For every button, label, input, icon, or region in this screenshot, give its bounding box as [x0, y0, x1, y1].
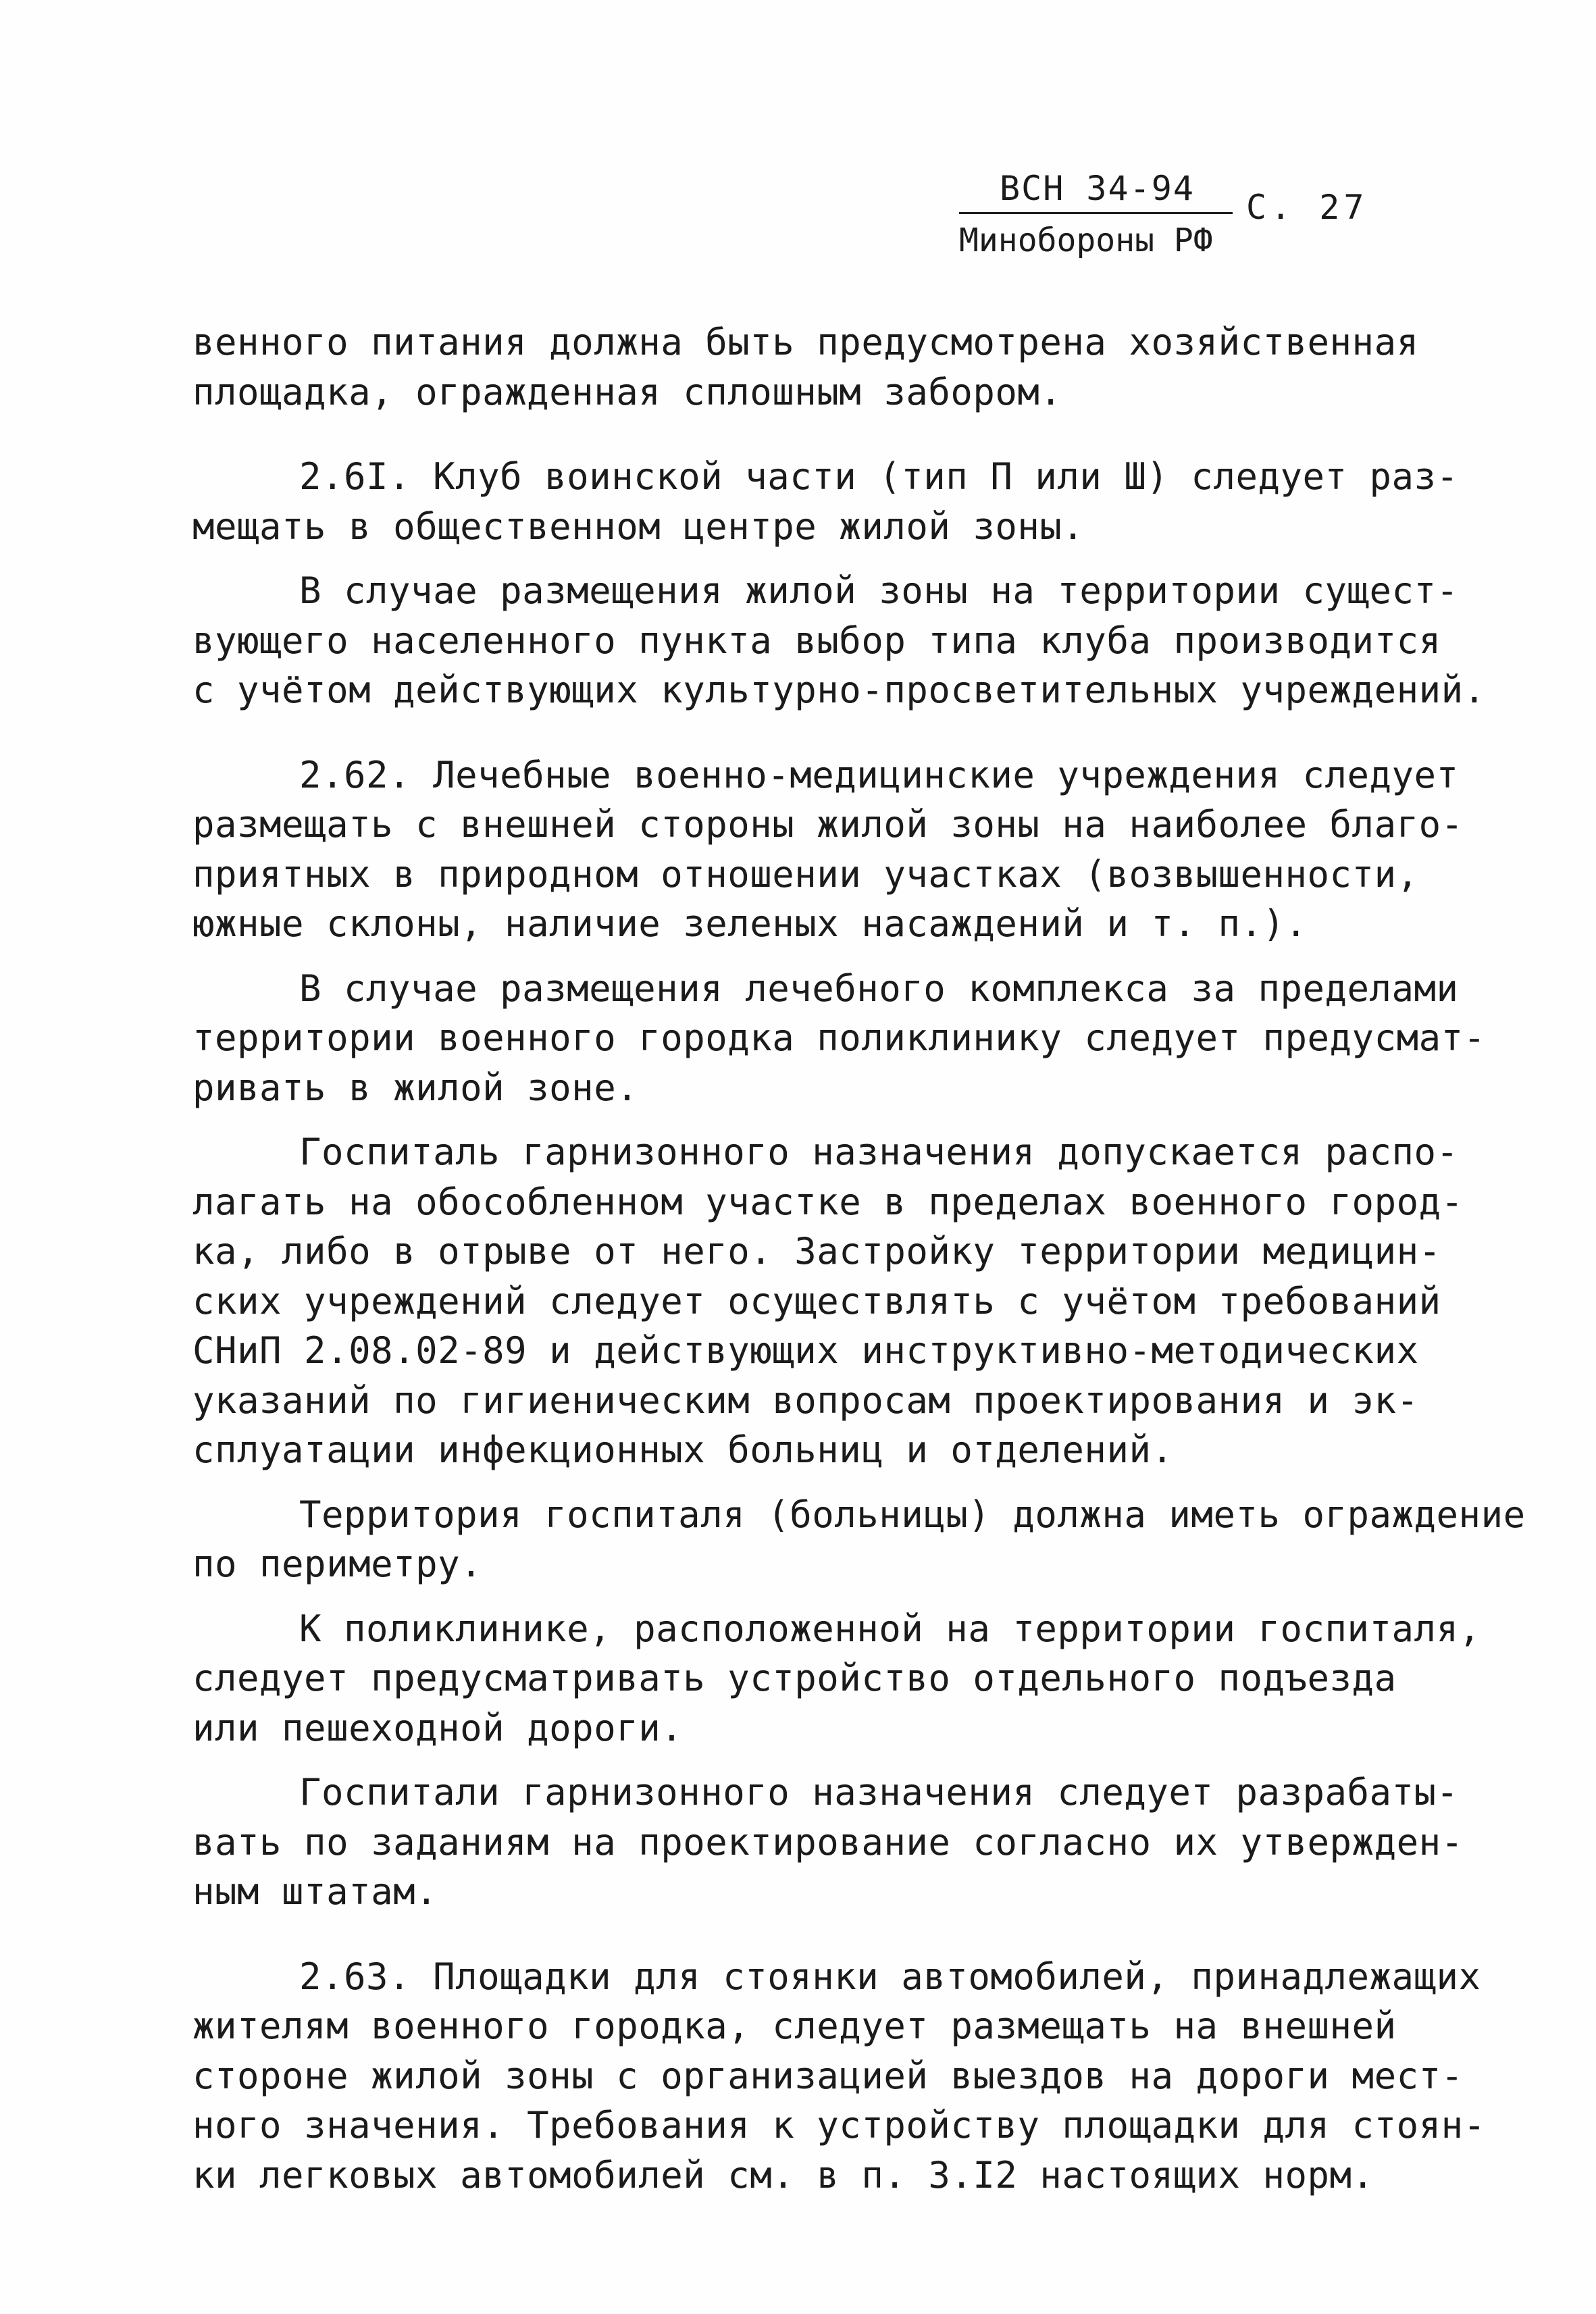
paragraph-club-placement [192, 566, 1486, 715]
text-line: южные склоны, наличие зеленых насаждений и т. п.). [192, 902, 1308, 945]
text-line: приятных в природном отношении участках (возвышенности, [192, 852, 1419, 896]
paragraph-hospital [192, 1127, 1464, 1475]
text-line: В случае размещения лечебного комплекса за пределами [299, 967, 1459, 1010]
doc-code-underline [959, 212, 1233, 214]
body-text [192, 317, 1526, 2215]
text-line: вать по заданиям на проектирование согласно их утвержден- [192, 1820, 1464, 1863]
paragraph-polyclinic [192, 964, 1486, 1113]
page-number: С. 27 [1246, 188, 1368, 227]
text-line: ного значения. Требования к устройству площадки для стоян- [192, 2104, 1486, 2146]
text-line: площадка, огражденная сплошным забором. [192, 370, 1062, 413]
text-line: следует предусматривать устройство отдельного подъезда [192, 1657, 1397, 1699]
page-header [959, 169, 1432, 270]
paragraph-hospital-design [192, 1768, 1464, 1917]
paragraph-2-63 [192, 1952, 1486, 2201]
text-line: Госпиталь гарнизонного назначения допускается распо- [299, 1131, 1459, 1173]
text-line: ки легковых автомобилей см. в п. 3.I2 настоящих норм. [192, 2153, 1374, 2196]
text-line: сплуатации инфекционных больниц и отделений. [192, 1429, 1174, 1471]
text-line: ских учреждений следует осуществлять с учётом требований [192, 1279, 1441, 1322]
text-line: СНиП 2.08.02-89 и действующих инструктивно-методических [192, 1329, 1419, 1372]
text-line: территории военного городка поликлинику следует предусмат- [192, 1017, 1486, 1059]
text-line: с учётом действующих культурно-просветительных учреждений. [192, 669, 1486, 711]
text-line: жителям военного городка, следует размещать на внешней [192, 2005, 1397, 2047]
text-line: 2.62. Лечебные военно-медицинские учреждения следует [299, 753, 1459, 796]
text-line: В случае размещения жилой зоны на территории сущест- [299, 569, 1459, 612]
paragraph-hospital-fence [192, 1490, 1526, 1589]
text-line: Госпитали гарнизонного назначения следует разрабаты- [299, 1771, 1459, 1814]
text-line: венного питания должна быть предусмотрена хозяйственная [192, 321, 1419, 363]
text-line: вующего населенного пункта выбор типа клуба производится [192, 619, 1441, 662]
text-line: 2.63. Площадки для стоянки автомобилей, принадлежащих [299, 1955, 1481, 1998]
paragraph-2-61 [192, 452, 1459, 551]
text-line: стороне жилой зоны с организацией выездов на дороги мест- [192, 2054, 1464, 2097]
text-line: лагать на обособленном участке в пределах военного город- [192, 1180, 1464, 1223]
text-line: мещать в общественном центре жилой зоны. [192, 505, 1085, 548]
text-line: ка, либо в отрыве от него. Застройку территории медицин- [192, 1230, 1441, 1272]
text-line: или пешеходной дороги. [192, 1706, 684, 1749]
ministry-label: Минобороны РФ [959, 222, 1213, 259]
paragraph-2-62 [192, 750, 1464, 949]
paragraph-continuation [192, 317, 1428, 417]
paragraph-polyclinic-access [192, 1604, 1481, 1753]
text-line: Территория госпиталя (больницы) должна иметь ограждение [299, 1493, 1526, 1536]
text-line: 2.6I. Клуб воинской части (тип П или Ш) следует раз- [299, 455, 1459, 498]
text-line: ривать в жилой зоне. [192, 1066, 639, 1109]
text-line: указаний по гигиеническим вопросам проектирования и эк- [192, 1379, 1419, 1422]
text-line: размещать с внешней стороны жилой зоны на наиболее благо- [192, 803, 1464, 846]
doc-code: ВСН 34-94 [1000, 169, 1195, 208]
text-line: по периметру. [192, 1543, 483, 1585]
text-line: К поликлинике, расположенной на территории госпиталя, [299, 1607, 1481, 1650]
text-line: ным штатам. [192, 1870, 438, 1913]
